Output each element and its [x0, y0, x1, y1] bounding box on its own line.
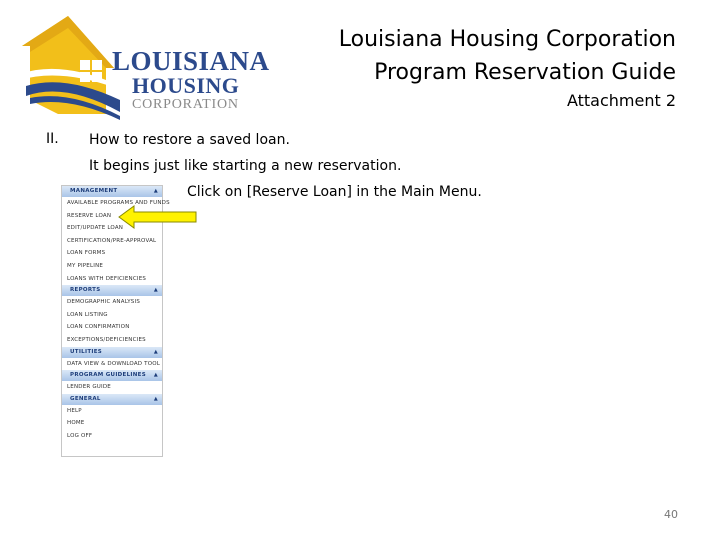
pointer-arrow-icon	[117, 204, 199, 230]
menu-item[interactable]: LOAN FORMS	[67, 250, 106, 257]
menu-item[interactable]: AVAILABLE PROGRAMS AND FUNDS	[67, 200, 170, 206]
section-numeral: II.	[46, 131, 59, 147]
page-number: 40	[664, 508, 678, 521]
instruction-line-1: How to restore a saved loan.	[89, 132, 290, 148]
header-title-line2: Program Reservation Guide	[374, 60, 676, 85]
menu-section-title: MANAGEMENT	[70, 188, 118, 194]
menu-section-header[interactable]	[62, 285, 162, 296]
chevron-up-icon: ▲	[153, 287, 158, 294]
menu-item[interactable]: LOG OFF	[67, 432, 93, 439]
menu-item[interactable]: HOME	[67, 420, 85, 427]
menu-section-header[interactable]	[62, 370, 162, 381]
header-title-line1: Louisiana Housing Corporation	[338, 27, 676, 52]
attachment-label: Attachment 2	[566, 91, 676, 110]
menu-section-title: UTILITIES	[70, 348, 103, 355]
menu-section-title: PROGRAM GUIDELINES	[70, 372, 146, 379]
logo-text-housing: HOUSING	[132, 73, 240, 98]
menu-section-header[interactable]	[62, 394, 162, 405]
chevron-up-icon: ▲	[153, 188, 158, 194]
menu-item[interactable]: LOAN LISTING	[67, 311, 108, 318]
menu-section-title: REPORTS	[70, 287, 101, 294]
menu-item[interactable]: MY PIPELINE	[67, 262, 104, 269]
menu-section-title: GENERAL	[70, 395, 101, 402]
menu-item[interactable]: CERTIFICATION/PRE-APPROVAL	[67, 237, 157, 244]
lhc-logo	[20, 12, 270, 122]
chevron-up-icon: ▲	[153, 348, 158, 355]
menu-section-header[interactable]	[62, 186, 162, 197]
menu-item[interactable]: EXCEPTIONS/DEFICIENCIES	[67, 336, 146, 343]
house-logo-icon	[20, 12, 120, 122]
menu-item[interactable]: EDIT/UPDATE LOAN	[67, 225, 124, 232]
menu-item[interactable]: LENDER GUIDE	[67, 384, 111, 391]
logo-text-louisiana: LOUISIANA	[112, 46, 270, 76]
menu-item[interactable]: DEMOGRAPHIC ANALYSIS	[67, 299, 141, 306]
instruction-line-3: Click on [Reserve Loan] in the Main Menu.	[187, 184, 482, 200]
menu-item[interactable]: DATA VIEW & DOWNLOAD TOOL	[67, 360, 161, 367]
menu-item[interactable]: HELP	[67, 407, 82, 414]
instruction-line-2: It begins just like starting a new reservation.	[89, 158, 402, 174]
menu-item-reserve-loan[interactable]: RESERVE LOAN	[67, 212, 112, 219]
chevron-up-icon: ▲	[153, 372, 158, 379]
menu-item[interactable]: LOANS WITH DEFICIENCIES	[67, 275, 147, 282]
chevron-up-icon: ▲	[153, 395, 158, 402]
logo-text-corporation: CORPORATION	[132, 97, 239, 112]
menu-section-header[interactable]	[62, 347, 162, 358]
menu-item[interactable]: LOAN CONFIRMATION	[67, 324, 130, 331]
